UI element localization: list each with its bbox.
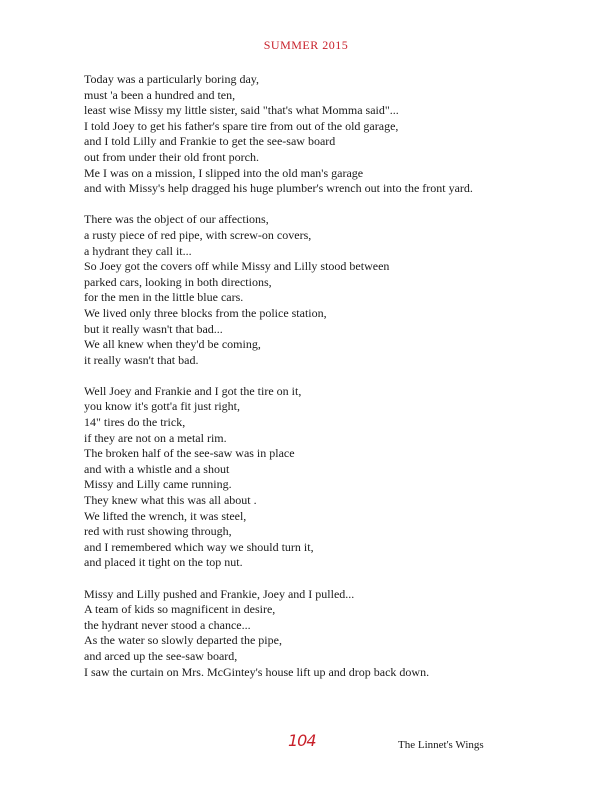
poem-line: parked cars, looking in both directions,	[84, 274, 272, 289]
poem-line: We lifted the wrench, it was steel,	[84, 508, 247, 523]
poem-line: and with a whistle and a shout	[84, 461, 230, 476]
poem-line: out from under their old front porch.	[84, 149, 259, 164]
poem-line: I saw the curtain on Mrs. McGintey's house lift up and drop back down.	[84, 664, 430, 679]
poem-line: and arced up the see-saw board,	[84, 648, 238, 663]
poem-line: and I remembered which way we should turn it,	[84, 539, 314, 554]
poem-line: I told Joey to get his father's spare tire from out of the old garage,	[84, 118, 399, 133]
page-title: SUMMER 2015	[263, 38, 349, 52]
poem-line: a rusty piece of red pipe, with screw-on covers,	[84, 227, 312, 242]
poem-line: Today was a particularly boring day,	[84, 72, 259, 86]
poem-line: The broken half of the see-saw was in place	[84, 446, 295, 461]
stanza	[84, 384, 524, 571]
poem-line: and with Missy's help dragged his huge plumber's wrench out into the front yard.	[84, 181, 473, 196]
poem-line: A team of kids so magnificent in desire,	[84, 602, 276, 617]
poem-line: 14" tires do the trick,	[84, 415, 186, 430]
poem-line: Me I was on a mission, I slipped into the old man's garage	[84, 165, 364, 180]
poem-line: for the men in the little blue cars.	[84, 290, 244, 305]
poem-line: and placed it tight on the top nut.	[84, 555, 243, 570]
poem-line: but it really wasn't that bad...	[84, 321, 223, 336]
poem-line: We all knew when they'd be coming,	[84, 337, 261, 352]
page-number: 104	[288, 731, 316, 750]
poem-line: Missy and Lilly pushed and Frankie, Joey and I pulled...	[84, 586, 355, 601]
poem-line: you know it's gott'a fit just right,	[84, 399, 240, 414]
poem-body	[84, 72, 524, 696]
poem-line: Well Joey and Frankie and I got the tire on it,	[84, 383, 302, 398]
poem-line: We lived only three blocks from the police station,	[84, 305, 327, 320]
poem-line: They knew what this was all about .	[84, 493, 257, 508]
poem-line: if they are not on a metal rim.	[84, 430, 227, 445]
stanza	[84, 587, 524, 681]
poem-line: red with rust showing through,	[84, 524, 232, 539]
poem-line: and I told Lilly and Frankie to get the see-saw board	[84, 134, 336, 149]
poem-line: Missy and Lilly came running.	[84, 477, 232, 492]
poem-line: the hydrant never stood a chance...	[84, 617, 251, 632]
stanza	[84, 72, 524, 197]
poem-line: As the water so slowly departed the pipe,	[84, 633, 282, 648]
stanza	[84, 212, 524, 368]
poem-line: least wise Missy my little sister, said "that's what Momma said"...	[84, 103, 399, 118]
poem-line: There was the object of our affections,	[84, 212, 269, 227]
poem-line: must 'a been a hundred and ten,	[84, 87, 236, 102]
poem-line: it really wasn't that bad.	[84, 352, 199, 367]
journal-name: The Linnet's Wings	[398, 739, 484, 751]
poem-line: So Joey got the covers off while Missy and Lilly stood between	[84, 259, 390, 274]
poem-line: a hydrant they call it...	[84, 243, 192, 258]
